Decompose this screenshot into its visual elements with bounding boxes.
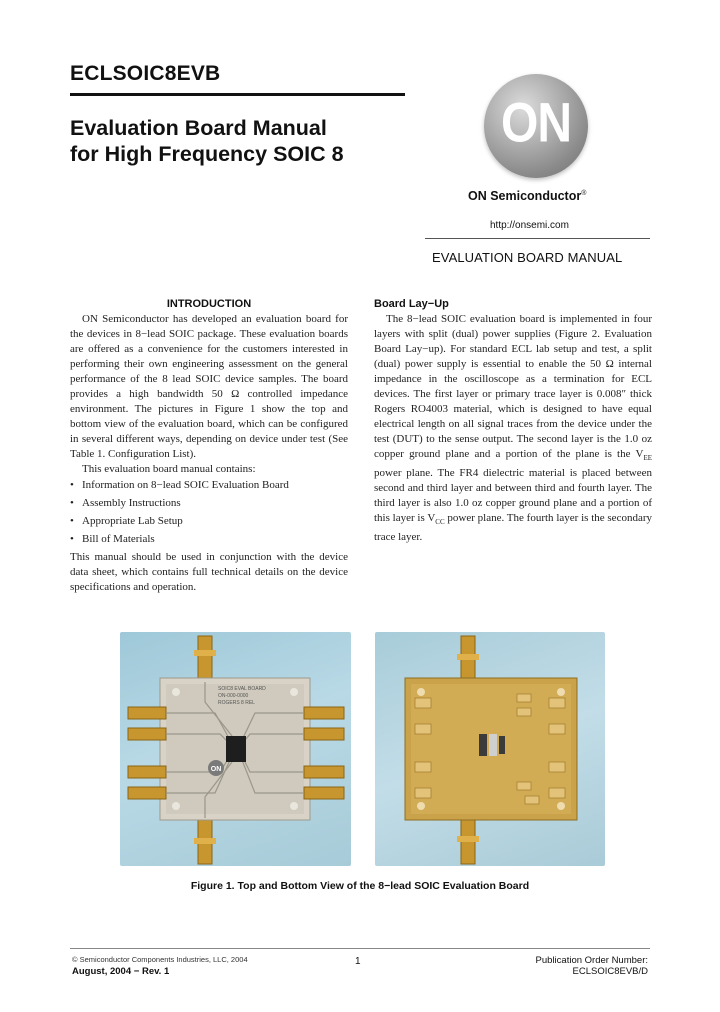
logo-text: ON [501,93,571,154]
list-item: • Assembly Instructions [70,496,348,511]
board-label-2: ON-000-0000 [218,693,249,699]
svg-text:ON: ON [210,766,222,773]
document-id: ECLSOIC8EVB [70,62,221,85]
publication-order-number: ECLSOIC8EVB/D [572,966,648,977]
copyright-notice: © Semiconductor Components Industries, LLC, 2004 [72,955,248,964]
board-top-view-drawing [120,632,351,866]
list-item: • Information on 8−lead SOIC Evaluation Board [70,478,348,493]
board-label-3: ROGERS 8 REL [218,700,255,706]
website-link[interactable]: http://onsemi.com [490,220,569,231]
list-item: • Bill of Materials [70,532,348,547]
layup-text-c: power plane. The fourth layer is the secondary trace layer. [374,512,652,544]
footer-rule [70,948,650,949]
board-layup-column [374,312,652,545]
board-layup-heading: Board Lay−Up [374,298,449,310]
vee-subscript: EE [643,454,652,463]
board-bottom-view-drawing [375,632,605,866]
layup-text-b: power plane. The FR4 dielectric material is placed between second and third layer and between third and fourth layer. The third layer is also 1.0 oz copper ground plane and a portion of this layer is V [374,467,652,525]
company-name [468,189,586,203]
board-bottom-view-photo [375,632,605,866]
board-layup-paragraph [374,312,652,545]
document-title-line-2: for High Frequency SOIC 8 [70,142,344,166]
board-label-1: SOIC8 EVAL BOARD [218,686,266,692]
intro-paragraph-3: This manual should be used in conjunction with the device data sheet, which contains full technical details on the device specifications and operation. [70,551,348,593]
board-top-view-photo [120,632,351,866]
company-name-text: ON Semiconductor [468,189,582,203]
contents-list [70,478,348,547]
introduction-column [70,312,348,595]
intro-paragraph-2: This evaluation board manual contains: [82,463,256,475]
figure-caption: Figure 1. Top and Bottom View of the 8−lead SOIC Evaluation Board [190,880,530,892]
page-number: 1 [355,956,361,967]
list-item: • Appropriate Lab Setup [70,514,348,529]
intro-paragraph-1: ON Semiconductor has developed an evaluation board for the devices in 8−lead SOIC package. These evaluation boards are offered as a convenience for the customers interested in performing their own engineering assessment on the general performance of the 8 lead SOIC device samples. The board provides a high bandwidth 50 Ω controlled impedance environment. The pictures in Figure 1 show the top and bottom view of the evaluation board, which can be configured in several different ways, depending on device under test (See Table 1. Configuration List). [70,313,348,460]
header-rule [70,93,405,96]
document-title-line-1: Evaluation Board Manual [70,116,327,140]
date-revision: August, 2004 − Rev. 1 [72,966,170,977]
right-rule [425,238,650,239]
introduction-heading: INTRODUCTION [166,298,252,310]
publication-order-label: Publication Order Number: [535,955,648,966]
document-type: EVALUATION BOARD MANUAL [432,250,623,265]
trademark-symbol: ® [581,189,587,197]
vcc-subscript: CC [435,518,445,527]
on-semiconductor-logo [484,74,588,178]
layup-text-a: The 8−lead SOIC evaluation board is implemented in four layers with split (dual) power supplies (Figure 2. Evaluation Board Lay−up). For standard ECL lab setup and test, a split (dual) power supply is essential to enable the 50 Ω internal impedance in the oscilloscope as a termination for ECL devices. The first layer or primary trace layer is 0.008″ thick Rogers RO4003 material, which is designed to have equal electrical length on all signal traces from the device under the test (DUT) to the sense output. The second layer is the 1.0 oz copper ground plane and a portion of the plane is the V [374,313,652,460]
